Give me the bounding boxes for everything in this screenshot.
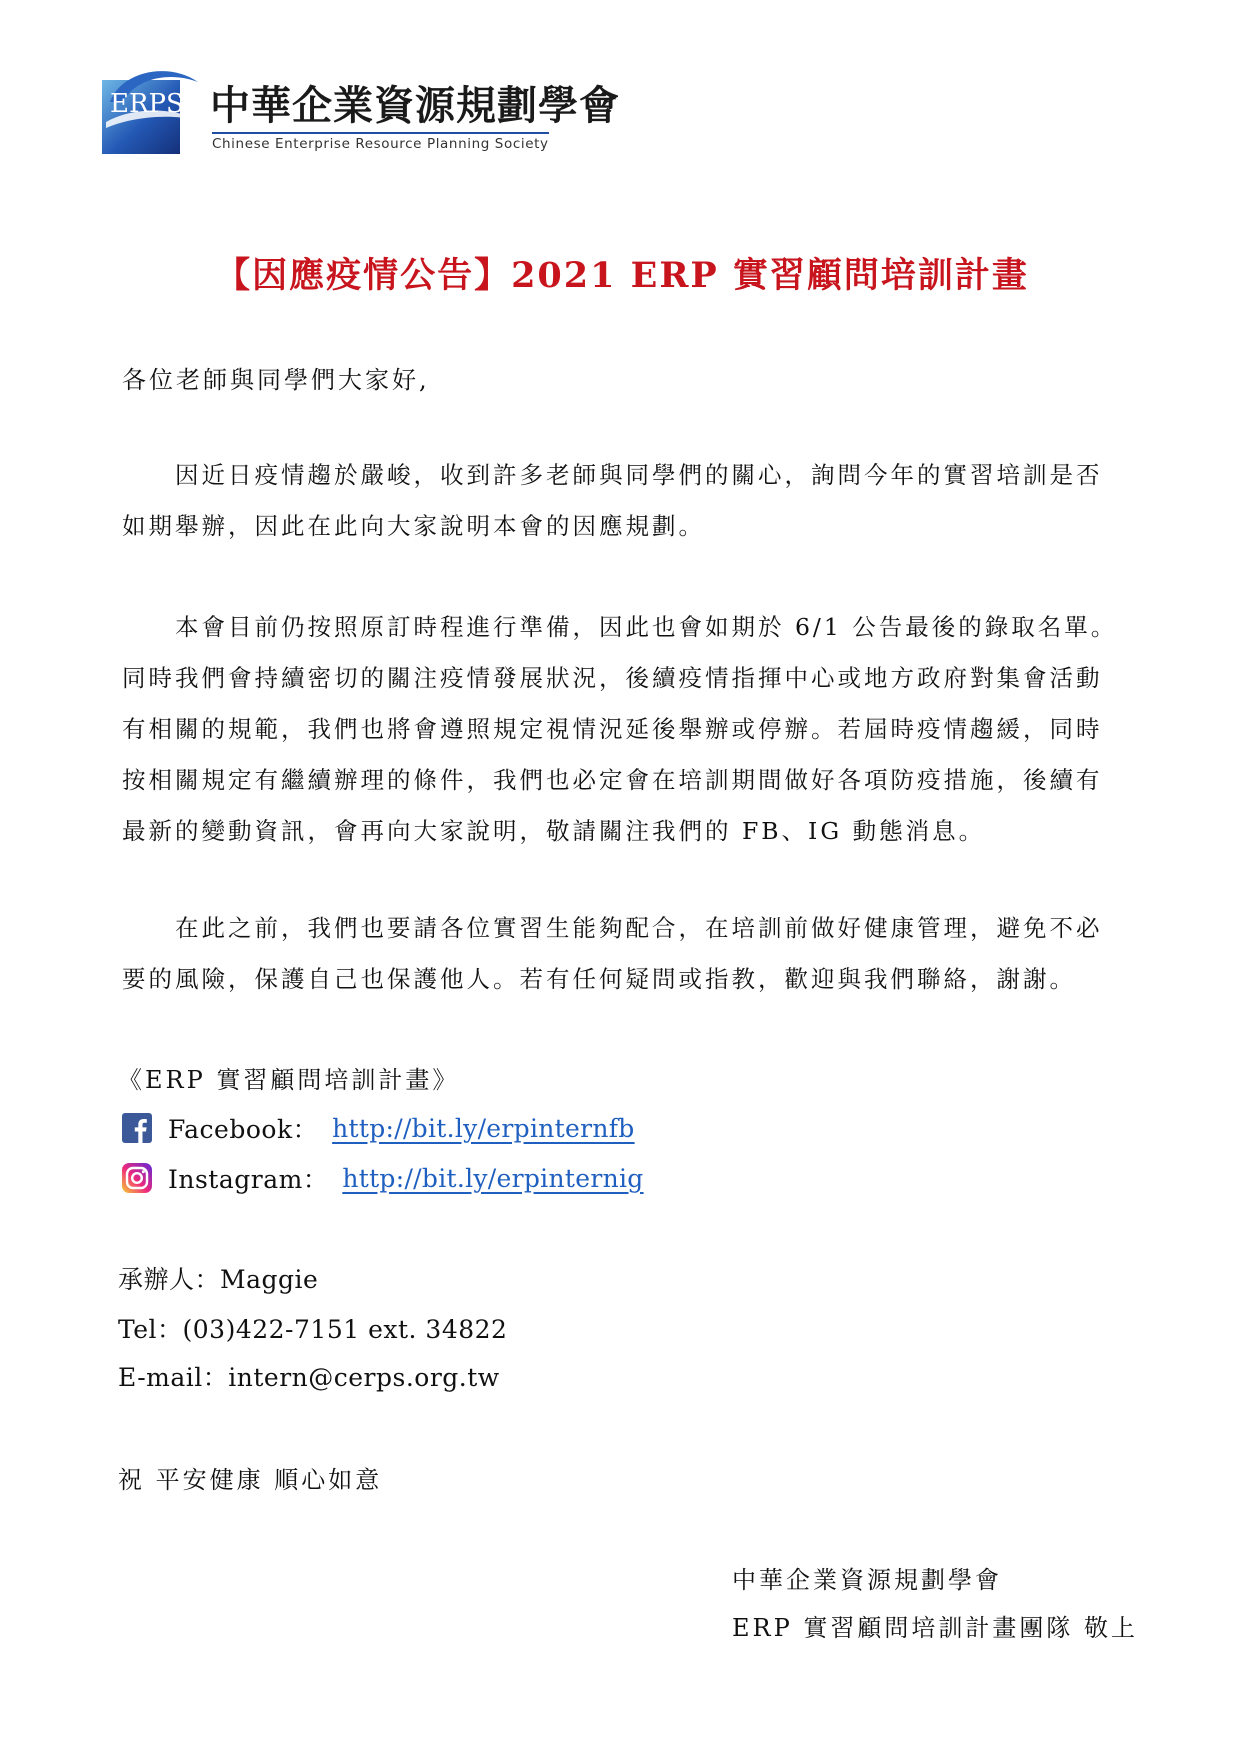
- paragraph-line: 有相關的規範，我們也將會遵照規定視情況延後舉辦或停辦。若屆時疫情趨緩，同時: [122, 715, 1103, 743]
- greeting: 各位老師與同學們大家好,: [122, 366, 430, 394]
- paragraph-2: [122, 602, 1127, 857]
- facebook-icon: [122, 1113, 152, 1143]
- paragraph-line: 本會目前仍按照原訂時程進行準備，因此也會如期於 6/1 公告最後的錄取名單。: [122, 613, 1118, 641]
- paragraph-1: [122, 450, 1127, 552]
- instagram-row: [122, 1158, 644, 1198]
- paragraph-line: 如期舉辦，因此在此向大家說明本會的因應規劃。: [122, 512, 705, 540]
- instagram-icon: [122, 1163, 152, 1193]
- paragraph-line: 同時我們會持續密切的關注疫情發展狀況，後續疫情指揮中心或地方政府對集會活動: [122, 664, 1103, 692]
- svg-text:ERPS: ERPS: [110, 89, 184, 119]
- paragraph-line: 要的風險，保護自己也保護他人。若有任何疑問或指教，歡迎與我們聯絡，謝謝。: [122, 965, 1076, 993]
- society-logo: [100, 60, 620, 160]
- instagram-label: Instagram：: [168, 1165, 329, 1194]
- email: E-mail：intern@cerps.org.tw: [118, 1363, 500, 1392]
- paragraph-line: 最新的變動資訊，會再向大家說明，敬請關注我們的 FB、IG 動態消息。: [122, 817, 986, 845]
- paragraph-line: 按相關規定有繼續辦理的條件，我們也必定會在培訓期間做好各項防疫措施，後續有: [122, 766, 1103, 794]
- instagram-link[interactable]: http://bit.ly/erpinternig: [342, 1163, 644, 1193]
- society-name-en: Chinese Enterprise Resource Planning Society: [212, 132, 549, 152]
- signature-org: 中華企業資源規劃學會: [732, 1566, 1002, 1594]
- facebook-label: Facebook：: [168, 1115, 319, 1144]
- organizer: 承辦人：Maggie: [118, 1265, 319, 1294]
- announcement-title: 【因應疫情公告】2021 ERP 實習顧問培訓計畫: [215, 255, 1029, 296]
- paragraph-3: [122, 903, 1127, 1005]
- program-name: 《ERP 實習顧問培訓計畫》: [118, 1066, 460, 1094]
- signature-team: ERP 實習顧問培訓計畫團隊 敬上: [732, 1614, 1138, 1642]
- society-name-cn: 中華企業資源規劃學會: [210, 83, 620, 129]
- facebook-row: [122, 1108, 635, 1148]
- telephone: Tel：(03)422-7151 ext. 34822: [118, 1315, 508, 1344]
- paragraph-line: 在此之前，我們也要請各位實習生能夠配合，在培訓前做好健康管理，避免不必: [122, 914, 1103, 942]
- facebook-link[interactable]: http://bit.ly/erpinternfb: [332, 1113, 635, 1143]
- closing-wish: 祝 平安健康 順心如意: [118, 1466, 383, 1494]
- erps-logo-mark: [100, 62, 200, 156]
- paragraph-line: 因近日疫情趨於嚴峻，收到許多老師與同學們的關心，詢問今年的實習培訓是否: [122, 461, 1103, 489]
